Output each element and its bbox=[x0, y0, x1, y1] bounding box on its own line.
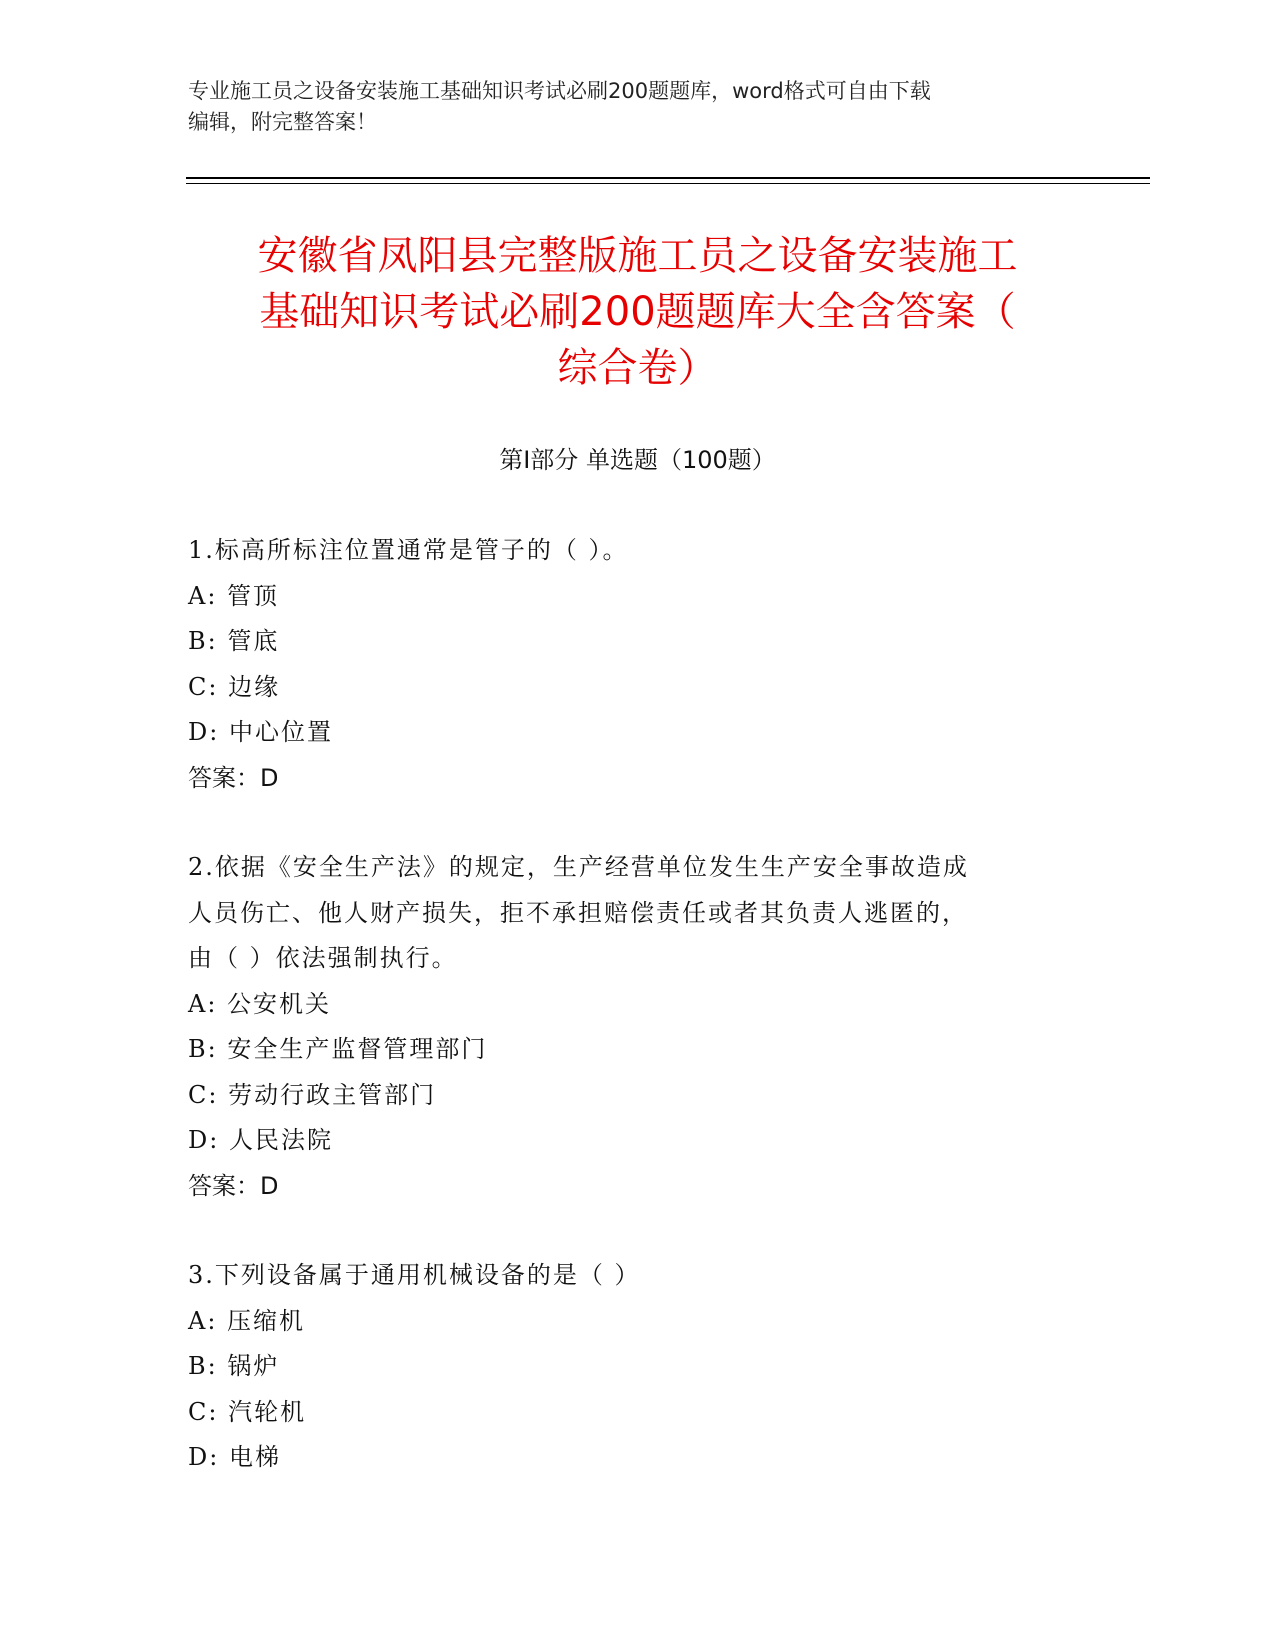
answer: 答案：D bbox=[188, 763, 279, 792]
option-d: D: 人民法院 bbox=[188, 1126, 333, 1154]
header-rule-thin bbox=[186, 183, 1150, 184]
option-c: C: 边缘 bbox=[188, 672, 281, 701]
question-stem-cont: 由（ ）依法强制执行。 bbox=[188, 944, 458, 972]
title-line-1: 安徽省凤阳县完整版施工员之设备安装施工 bbox=[257, 233, 1018, 279]
header-rule-thick bbox=[186, 177, 1150, 179]
header-line-2: 编辑，附完整答案！ bbox=[188, 110, 377, 134]
option-d: D: 中心位置 bbox=[188, 718, 333, 746]
question-stem: 3.下列设备属于通用机械设备的是（ ） bbox=[188, 1261, 641, 1289]
option-a: A: 公安机关 bbox=[188, 989, 332, 1018]
option-b: B: 管底 bbox=[188, 627, 280, 655]
question-2 bbox=[188, 845, 1068, 1209]
title-line-2: 基础知识考试必刷200题题库大全含答案（ bbox=[259, 289, 1016, 335]
option-a: A: 压缩机 bbox=[188, 1306, 306, 1335]
document-title bbox=[150, 228, 1125, 396]
option-c: C: 劳动行政主管部门 bbox=[188, 1080, 437, 1109]
header-line-1: 专业施工员之设备安装施工基础知识考试必刷200题题库，word格式可自由下载 bbox=[188, 79, 931, 103]
question-3 bbox=[188, 1253, 1068, 1481]
option-b: B: 锅炉 bbox=[188, 1352, 280, 1380]
question-stem: 1.标高所标注位置通常是管子的（ ）。 bbox=[188, 536, 629, 564]
answer: 答案：D bbox=[188, 1171, 279, 1200]
question-stem-cont: 人员伤亡、他人财产损失，拒不承担赔偿责任或者其负责人逃匿的， bbox=[188, 898, 968, 927]
document-header bbox=[188, 76, 1068, 138]
question-stem: 2.依据《安全生产法》的规定，生产经营单位发生生产安全事故造成 bbox=[188, 853, 969, 881]
option-a: A: 管顶 bbox=[188, 581, 280, 610]
question-list bbox=[188, 528, 1068, 1525]
section-heading: 第Ⅰ部分 单选题（100题） bbox=[499, 446, 776, 474]
option-d: D: 电梯 bbox=[188, 1443, 281, 1471]
option-b: B: 安全生产监督管理部门 bbox=[188, 1035, 488, 1063]
title-line-3: 综合卷） bbox=[557, 345, 718, 391]
question-1 bbox=[188, 528, 1068, 801]
option-c: C: 汽轮机 bbox=[188, 1397, 307, 1426]
